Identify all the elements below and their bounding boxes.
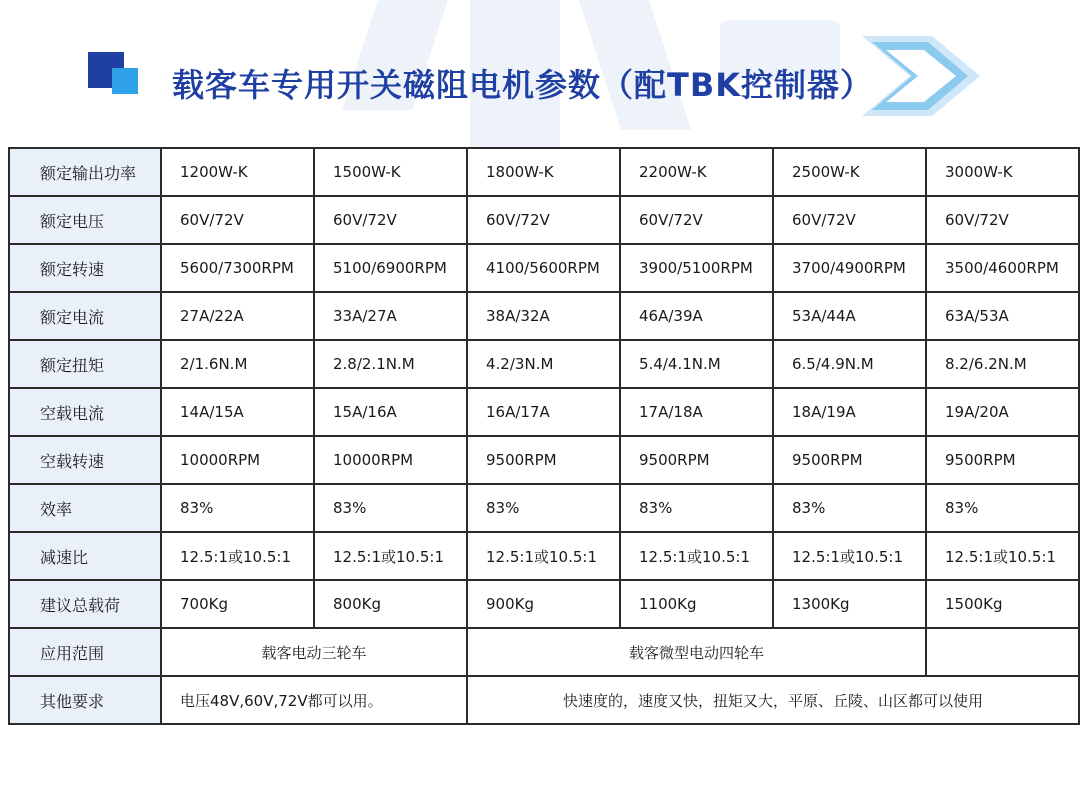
table-row xyxy=(9,340,1079,388)
table-cell: 14A/15A xyxy=(161,388,314,436)
table-row xyxy=(9,532,1079,580)
table-row xyxy=(9,436,1079,484)
row-label: 应用范围 xyxy=(9,628,161,676)
table-cell: 12.5:1或10.5:1 xyxy=(620,532,773,580)
table-cell: 60V/72V xyxy=(926,196,1079,244)
table-cell: 60V/72V xyxy=(467,196,620,244)
table-row xyxy=(9,244,1079,292)
row-label: 其他要求 xyxy=(9,676,161,724)
table-cell: 83% xyxy=(773,484,926,532)
voltage-note-cell: 电压48V,60V,72V都可以用。 xyxy=(161,676,467,724)
table-cell: 53A/44A xyxy=(773,292,926,340)
table-cell: 5100/6900RPM xyxy=(314,244,467,292)
table-cell: 9500RPM xyxy=(467,436,620,484)
table-row xyxy=(9,388,1079,436)
row-label: 额定输出功率 xyxy=(9,148,161,196)
table-cell: 27A/22A xyxy=(161,292,314,340)
table-cell: 1500Kg xyxy=(926,580,1079,628)
table-row xyxy=(9,484,1079,532)
table-cell: 10000RPM xyxy=(161,436,314,484)
table-cell: 46A/39A xyxy=(620,292,773,340)
table-cell: 83% xyxy=(314,484,467,532)
table-cell: 17A/18A xyxy=(620,388,773,436)
table-cell: 3500/4600RPM xyxy=(926,244,1079,292)
table-cell: 12.5:1或10.5:1 xyxy=(926,532,1079,580)
table-cell: 12.5:1或10.5:1 xyxy=(773,532,926,580)
light-square xyxy=(112,68,138,94)
table-cell: 5.4/4.1N.M xyxy=(620,340,773,388)
table-body xyxy=(9,148,1079,724)
table-cell: 1800W-K xyxy=(467,148,620,196)
table-cell: 9500RPM xyxy=(773,436,926,484)
table-cell: 2200W-K xyxy=(620,148,773,196)
table-cell: 60V/72V xyxy=(161,196,314,244)
table-cell: 60V/72V xyxy=(314,196,467,244)
table-cell: 4100/5600RPM xyxy=(467,244,620,292)
table-cell: 38A/32A xyxy=(467,292,620,340)
table-cell: 12.5:1或10.5:1 xyxy=(314,532,467,580)
table-cell: 8.2/6.2N.M xyxy=(926,340,1079,388)
table-cell: 9500RPM xyxy=(926,436,1079,484)
table-cell: 1200W-K xyxy=(161,148,314,196)
chevron-right-arrow-icon xyxy=(862,36,1002,116)
row-label: 效率 xyxy=(9,484,161,532)
table-cell: 83% xyxy=(926,484,1079,532)
table-cell: 83% xyxy=(620,484,773,532)
title-bar xyxy=(0,0,1086,130)
table-cell: 15A/16A xyxy=(314,388,467,436)
table-cell: 10000RPM xyxy=(314,436,467,484)
performance-note-cell: 快速度的，速度又快，扭矩又大，平原、丘陵、山区都可以使用 xyxy=(467,676,1079,724)
table-row xyxy=(9,196,1079,244)
table-cell: 16A/17A xyxy=(467,388,620,436)
table-cell: 3700/4900RPM xyxy=(773,244,926,292)
empty-cell xyxy=(926,628,1079,676)
table-cell: 800Kg xyxy=(314,580,467,628)
table-cell: 12.5:1或10.5:1 xyxy=(467,532,620,580)
table-cell: 2.8/2.1N.M xyxy=(314,340,467,388)
row-label: 额定电流 xyxy=(9,292,161,340)
page-title: 载客车专用开关磁阻电机参数（配TBK控制器） xyxy=(172,66,874,104)
table-cell: 60V/72V xyxy=(773,196,926,244)
table-cell: 700Kg xyxy=(161,580,314,628)
table-cell: 18A/19A xyxy=(773,388,926,436)
application-quadricycle-cell: 载客微型电动四轮车 xyxy=(467,628,926,676)
row-label: 空载电流 xyxy=(9,388,161,436)
table-cell: 1500W-K xyxy=(314,148,467,196)
table-cell: 19A/20A xyxy=(926,388,1079,436)
table-cell: 3000W-K xyxy=(926,148,1079,196)
application-tricycle-cell: 载客电动三轮车 xyxy=(161,628,467,676)
double-square-logo-icon xyxy=(88,52,148,102)
table-cell: 5600/7300RPM xyxy=(161,244,314,292)
table-row xyxy=(9,292,1079,340)
table-cell: 2500W-K xyxy=(773,148,926,196)
table-cell: 33A/27A xyxy=(314,292,467,340)
table-cell: 1100Kg xyxy=(620,580,773,628)
motor-parameters-table xyxy=(8,147,1080,725)
table-cell: 12.5:1或10.5:1 xyxy=(161,532,314,580)
table-cell: 63A/53A xyxy=(926,292,1079,340)
row-label: 减速比 xyxy=(9,532,161,580)
table-cell: 2/1.6N.M xyxy=(161,340,314,388)
table-cell: 9500RPM xyxy=(620,436,773,484)
table-cell: 83% xyxy=(161,484,314,532)
row-label: 额定电压 xyxy=(9,196,161,244)
table-cell: 60V/72V xyxy=(620,196,773,244)
table-cell: 6.5/4.9N.M xyxy=(773,340,926,388)
table-row xyxy=(9,628,1079,676)
table-cell: 4.2/3N.M xyxy=(467,340,620,388)
table-cell: 3900/5100RPM xyxy=(620,244,773,292)
table-cell: 900Kg xyxy=(467,580,620,628)
row-label: 额定转速 xyxy=(9,244,161,292)
table-row xyxy=(9,676,1079,724)
table-row xyxy=(9,148,1079,196)
table-row xyxy=(9,580,1079,628)
table-cell: 83% xyxy=(467,484,620,532)
row-label: 空载转速 xyxy=(9,436,161,484)
row-label: 额定扭矩 xyxy=(9,340,161,388)
row-label: 建议总载荷 xyxy=(9,580,161,628)
table-cell: 1300Kg xyxy=(773,580,926,628)
